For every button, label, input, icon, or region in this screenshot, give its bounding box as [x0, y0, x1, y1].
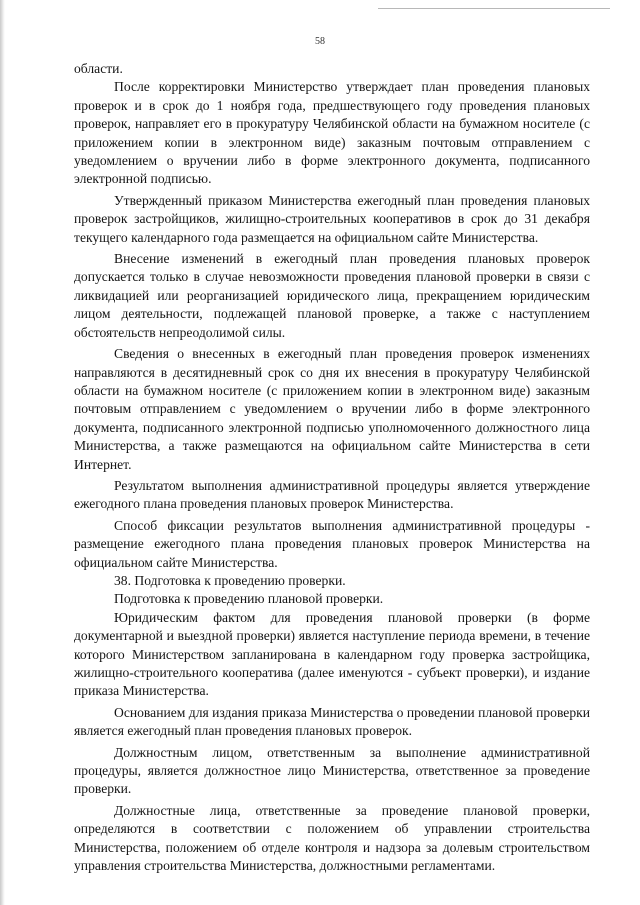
document-body — [74, 60, 590, 875]
page-number: 58 — [315, 36, 325, 47]
paragraph-plan-changes: Внесение изменений в ежегодный план проведения плановых проверок допускается только в случае невозможности проведения плановой проверки в связи с ликвидацией или реорганизацией юридического лица, прекращением юридическим лицом деятельности, подлежащей плановой проверке, а также с наступлением обстоятельств непреодолимой силы. — [74, 251, 590, 340]
subsection-heading: Подготовка к проведению плановой проверки. — [114, 591, 384, 607]
paragraph-fixation-method: Способ фиксации результатов выполнения административной процедуры - размещение ежегодного плана проведения плановых проверок Министерства на официальном сайте Министерства. — [74, 517, 590, 570]
section-heading-38: 38. Подготовка к проведению проверки. — [114, 572, 346, 588]
paragraph-change-notice: Сведения о внесенных в ежегодный план проведения проверок изменениях направляются в десятидневный срок со дня их внесения в прокуратуру Челябинской области на бумажном носителе (с приложением копии в электронном виде) заказным почтовым отправлением с уведомлением о вручении либо в форме электронного документа, подписанного электронной подписью уполномоченного должностного лица Министерства, а также размещаются на официальном сайте Министерства в сети Интернет. — [74, 346, 590, 472]
paragraph-result: Результатом выполнения административной процедуры является утверждение ежегодного плана проведения плановых проверок Министерства. — [74, 477, 590, 512]
paragraph-plan-publication: Утвержденный приказом Министерства ежегодный план проведения плановых проверок застройщиков, жилищно-строительных кооперативов в срок до 31 декабря текущего календарного года размещается на официальном сайте Министерства. — [74, 192, 590, 245]
paragraph-responsible-official: Должностным лицом, ответственным за выполнение административной процедуры, является должностное лицо Министерства, ответственное за проведение проверки. — [74, 744, 590, 797]
paragraph-continuation: области. — [74, 61, 123, 76]
top-rule — [378, 8, 610, 9]
scan-edge-shadow — [0, 0, 5, 905]
paragraph-responsible-officials: Должностные лица, ответственные за проведение плановой проверки, определяются в соответствии с положением об управлении строительства Министерства, положением об отделе контроля и надзора за долевым строительством управления строительства Министерства, должностными регламентами. — [74, 802, 590, 874]
paragraph-legal-fact: Юридическим фактом для проведения плановой проверки (в форме документарной и выездной проверки) является наступление периода времени, в течение которого Министерством запланирована в календарном году проверка застройщика, жилищно-строительного кооператива (далее именуются - субъект проверки), и издание приказа Министерства. — [74, 609, 590, 699]
paragraph-plan-approval: После корректировки Министерство утверждает план проведения плановых проверок и в срок до 1 ноября года, предшествующего году проведения плановых проверок, направляет его в прокуратуру Челябинской области на бумажном носителе (с приложением копии в электронном виде) заказным почтовым отправлением с уведомлением о вручении либо в форме электронного документа, подписанного электронной подписью. — [74, 79, 590, 187]
paragraph-basis: Основанием для издания приказа Министерства о проведении плановой проверки является ежегодный план проведения плановых проверок. — [74, 704, 590, 739]
